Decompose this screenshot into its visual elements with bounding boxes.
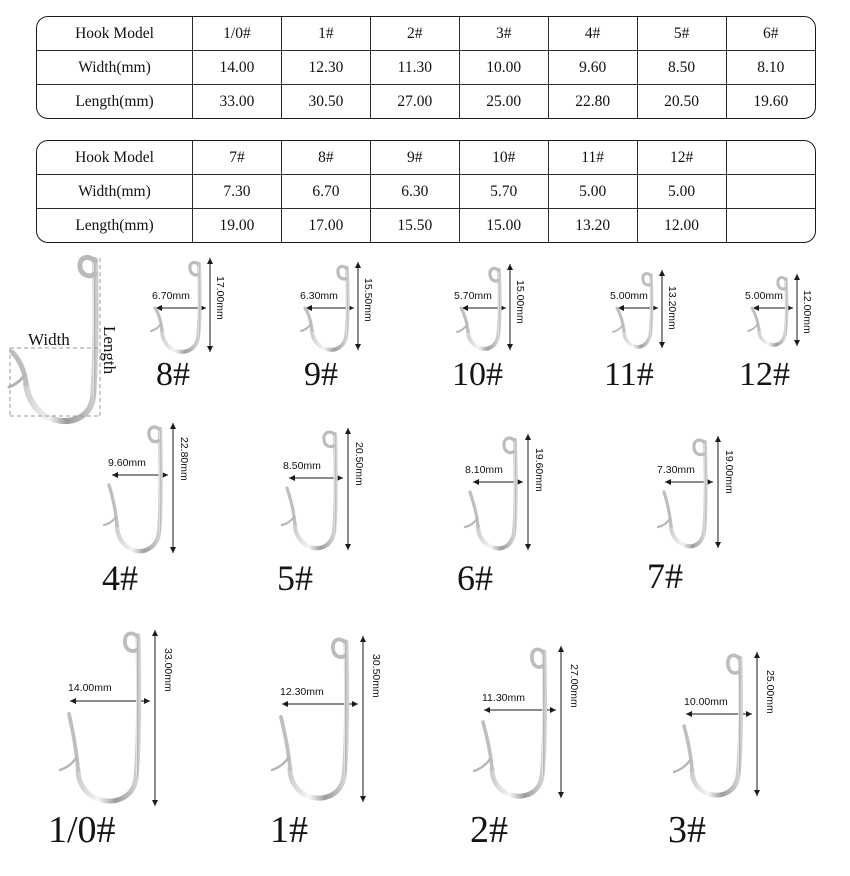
table-cell: 17.00 (281, 209, 370, 243)
table-cell: 15.00 (459, 209, 548, 243)
table-cell: 10# (459, 141, 548, 175)
hook-model-label-4: 4# (102, 558, 138, 598)
hook-model-label-1: 1# (270, 809, 308, 851)
table-cell-empty (726, 175, 815, 209)
hook-model-label-3: 3# (668, 809, 706, 851)
hook-width-label-4: 9.60mm (108, 457, 146, 469)
hook-length-label-11: 13.20mm (666, 286, 678, 330)
hook-length-label-10: 15.00mm (514, 280, 526, 324)
row-label: Hook Model (37, 141, 193, 175)
table-cell: 33.00 (193, 85, 282, 119)
hook-width-label-5: 8.50mm (283, 460, 321, 472)
hook-length-label-6: 19.60mm (533, 448, 545, 492)
reference-width-label: Width (28, 330, 70, 349)
table-cell: 20.50 (637, 85, 726, 119)
hook-width-label-11: 5.00mm (610, 290, 648, 302)
table-cell: 9# (370, 141, 459, 175)
hook-width-label-3: 10.00mm (684, 696, 728, 708)
hook-model-label-9: 9# (304, 356, 338, 393)
reference-length-label: Length (100, 326, 119, 375)
hook-model-label-12: 12# (739, 356, 790, 393)
table-cell: 6.70 (281, 175, 370, 209)
table-cell: 8.50 (637, 51, 726, 85)
hook-diagram-12 (735, 250, 850, 400)
hook-diagram-2 (450, 638, 610, 868)
table-cell: 19.00 (193, 209, 282, 243)
row-label: Length(mm) (37, 85, 193, 119)
hook-diagram-7 (645, 430, 775, 620)
hook-width-label-6: 8.10mm (465, 464, 503, 476)
hook-size-table-2 (36, 140, 816, 243)
reference-hook-diagram (0, 248, 150, 438)
hook-width-label-7: 7.30mm (657, 464, 695, 476)
hook-length-label-3: 25.00mm (764, 670, 776, 714)
hook-width-label-1: 12.30mm (280, 686, 324, 698)
hook-width-label-9: 6.30mm (300, 290, 338, 302)
hook-model-label-1-0: 1/0# (48, 809, 116, 851)
row-label: Width(mm) (37, 175, 193, 209)
table-cell: 11# (548, 141, 637, 175)
hook-model-label-2: 2# (470, 809, 508, 851)
table-cell: 13.20 (548, 209, 637, 243)
hook-length-label-5: 20.50mm (353, 442, 365, 486)
hook-model-label-5: 5# (277, 558, 313, 598)
table-cell: 11.30 (370, 51, 459, 85)
table-row (37, 209, 815, 243)
table-cell: 5.00 (548, 175, 637, 209)
table-cell-empty (726, 209, 815, 243)
table-cell: 7.30 (193, 175, 282, 209)
row-label: Length(mm) (37, 209, 193, 243)
hook-width-label-12: 5.00mm (745, 290, 783, 302)
hook-model-label-6: 6# (457, 558, 493, 598)
hook-diagram-4 (100, 413, 230, 603)
table-cell-empty (726, 141, 815, 175)
hook-model-label-11: 11# (604, 356, 654, 393)
table-row (37, 175, 815, 209)
hook-diagram-3 (648, 646, 808, 876)
table-cell: 6# (726, 17, 815, 51)
hook-diagram-5 (275, 420, 405, 610)
table-cell: 12# (637, 141, 726, 175)
table-cell: 9.60 (548, 51, 637, 85)
hook-graphic-1 (250, 626, 410, 826)
reference-hook-graphic (0, 248, 150, 438)
table-cell: 2# (370, 17, 459, 51)
table-cell: 27.00 (370, 85, 459, 119)
table-cell: 10.00 (459, 51, 548, 85)
table-cell: 15.50 (370, 209, 459, 243)
row-label: Hook Model (37, 17, 193, 51)
table-cell: 1/0# (193, 17, 282, 51)
hook-length-label-2: 27.00mm (568, 664, 580, 708)
hook-length-label-4: 22.80mm (178, 437, 190, 481)
table-cell: 12.30 (281, 51, 370, 85)
hook-diagram-9 (296, 250, 406, 400)
table-cell: 1# (281, 17, 370, 51)
hook-width-label-2: 11.30mm (482, 692, 525, 704)
table-cell: 8# (281, 141, 370, 175)
hook-diagram-11 (600, 250, 715, 400)
hook-diagram-10 (448, 250, 563, 400)
hook-length-label-1-0: 33.00mm (162, 648, 174, 692)
hook-diagram-1 (250, 626, 410, 856)
table-row (37, 51, 815, 85)
table-row (37, 17, 815, 51)
hook-width-label-10: 5.70mm (454, 290, 492, 302)
hook-model-label-10: 10# (452, 356, 503, 393)
table-cell: 12.00 (637, 209, 726, 243)
hook-graphic-1-0 (40, 618, 200, 818)
hook-model-label-7: 7# (647, 556, 683, 596)
table-cell: 30.50 (281, 85, 370, 119)
table-cell: 4# (548, 17, 637, 51)
hook-length-label-12: 12.00mm (801, 290, 813, 334)
hook-diagram-6 (455, 426, 585, 616)
table-cell: 19.60 (726, 85, 815, 119)
hook-length-label-1: 30.50mm (370, 654, 382, 698)
hook-diagram-area (0, 248, 850, 850)
table-cell: 3# (459, 17, 548, 51)
table-row (37, 85, 815, 119)
hook-width-label-1-0: 14.00mm (68, 682, 112, 694)
hook-width-label-8: 6.70mm (152, 290, 190, 302)
table-cell: 5.00 (637, 175, 726, 209)
hook-length-label-9: 15.50mm (362, 278, 374, 322)
table-cell: 5# (637, 17, 726, 51)
hook-size-table-1 (36, 16, 816, 119)
table-row (37, 141, 815, 175)
table-cell: 22.80 (548, 85, 637, 119)
hook-length-label-7: 19.00mm (723, 450, 735, 494)
table-cell: 14.00 (193, 51, 282, 85)
hook-length-label-8: 17.00mm (214, 276, 226, 320)
table-cell: 5.70 (459, 175, 548, 209)
table-cell: 6.30 (370, 175, 459, 209)
hook-model-label-8: 8# (156, 356, 190, 393)
hook-diagram-1-0 (40, 618, 200, 851)
hook-diagram-8 (148, 250, 258, 400)
table-cell: 8.10 (726, 51, 815, 85)
table-cell: 7# (193, 141, 282, 175)
row-label: Width(mm) (37, 51, 193, 85)
table-cell: 25.00 (459, 85, 548, 119)
